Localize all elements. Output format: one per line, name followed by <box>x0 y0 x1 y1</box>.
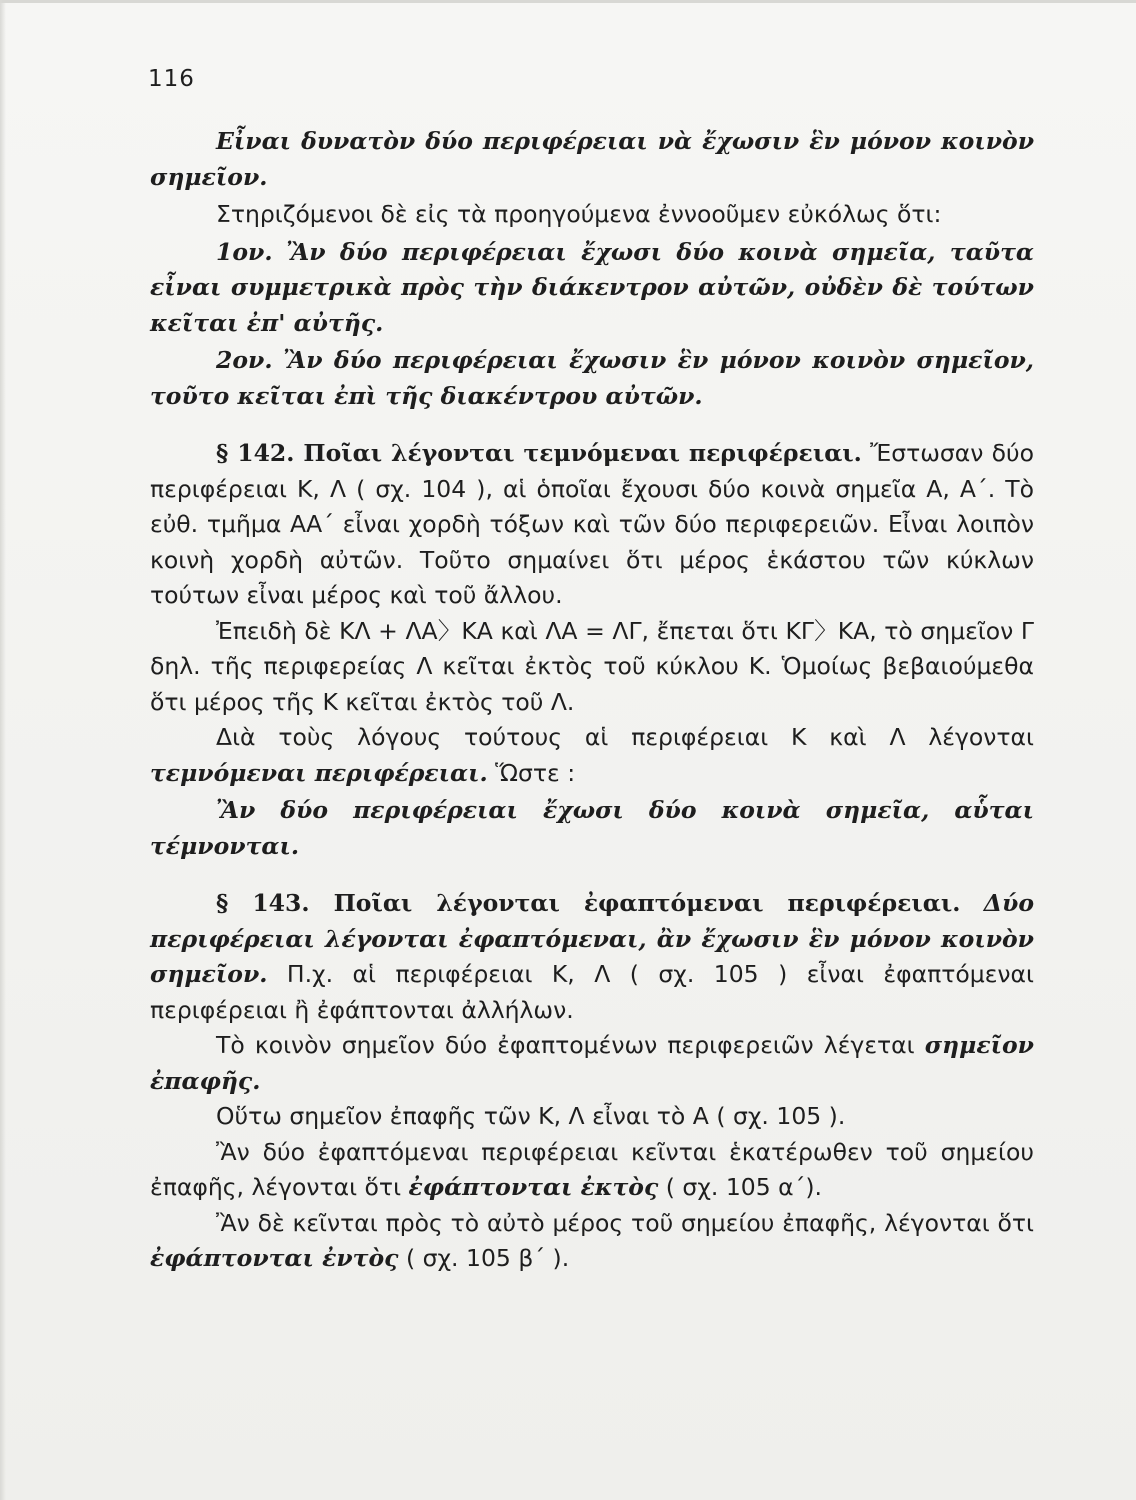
section-143-text: Π.χ. αἱ περιφέρειαι Κ, Λ ( σχ. 105 ) εἶναι ἐφαπτόμεναι περιφέρειαι ἢ ἐφάπτονται ἀλλήλων. <box>150 960 1034 1024</box>
term-tangent-externally: ἐφάπτονται ἐκτὸς <box>408 1173 659 1201</box>
section-142-text: Ἔστωσαν δύο περιφέρειαι Κ, Λ ( σχ. 104 ), αἱ ὁποῖαι ἔχουσι δύο κοινὰ σημεῖα Α, Α΄. Τὸ εὐθ. τμῆμα ΑΑ΄ εἶναι χορδὴ τόξων καὶ τῶν δύο περιφερειῶν. Εἶναι λοιπὸν κοινὴ χορδὴ αὐτῶν. Τοῦτο σημαίνει ὅτι μέρος ἑκάστου τῶν κύκλων τούτων εἶναι μέρος καὶ τοῦ ἄλλου. <box>150 439 1034 609</box>
section-143-example: Οὕτω σημεῖον ἐπαφῆς τῶν Κ, Λ εἶναι τὸ Α ( σχ. 105 ). <box>216 1102 846 1130</box>
intro-paragraph: Στηριζόμενοι δὲ εἰς τὰ προηγούμενα ἐννοοῦμεν εὐκόλως ὅτι: <box>216 200 942 228</box>
page-number: 116 <box>148 66 195 92</box>
term-point-of-contact: σημεῖον ἐπαφῆς. <box>150 1031 1034 1095</box>
section-142-inequality-paragraph: Ἐπειδὴ δὲ ΚΛ + ΛΑ〉ΚΑ καὶ ΛΑ = ΛΓ, ἔπεται ὅτι ΚΓ〉ΚΑ, τὸ σημεῖον Γ δηλ. τῆς περιφερείας Λ κεῖται ἐκτὸς τοῦ κύκλου Κ. Ὁμοίως βεβαιούμεθα ὅτι μέρος τῆς Κ κεῖται ἐκτὸς τοῦ Λ. <box>150 616 1034 716</box>
section-143-point-of-contact <box>150 1028 1034 1099</box>
section-143-internal-tangency <box>150 1206 1034 1277</box>
rule-two-text: Ἂν δύο περιφέρειαι ἔχωσιν ἓν μόνον κοινὸν σημεῖον, τοῦτο κεῖται ἐπὶ τῆς διακέντρου αὐτῶν. <box>150 346 1034 410</box>
term-tangent-internally: ἐφάπτονται ἐντὸς <box>150 1244 399 1272</box>
section-143-title: § 143. Ποῖαι λέγονται ἐφαπτόμεναι περιφέρειαι. <box>216 889 961 917</box>
section-143-definition: Δύο περιφέρειαι λέγονται ἐφαπτόμεναι, ἂν ἔχωσιν ἓν μόνον κοινὸν σημεῖον. <box>150 889 1034 988</box>
section-142-paragraph <box>150 436 1034 614</box>
external-tangency-text: Ἂν δύο ἐφαπτόμεναι περιφέρειαι κεῖνται ἑκατέρωθεν τοῦ σημείου ἐπαφῆς, λέγονται ὅτι <box>150 1137 1034 1201</box>
rule-one <box>150 235 1034 342</box>
rule-two-number: 2ον. <box>216 346 273 374</box>
section-143-point-text: Τὸ κοινὸν σημεῖον δύο ἐφαπτομένων περιφερειῶν λέγεται <box>216 1031 915 1059</box>
section-142-conclusion-text: Διὰ τοὺς λόγους τούτους αἱ περιφέρειαι Κ καὶ Λ λέγονται <box>216 723 1034 751</box>
rule-two <box>150 343 1034 414</box>
section-142-rule: Ἂν δύο περιφέρειαι ἔχωσι δύο κοινὰ σημεῖα, αὗται τέμνονται. <box>150 796 1034 860</box>
external-tangency-ref: ( σχ. 105 α΄). <box>665 1173 823 1201</box>
rule-one-text: Ἂν δύο περιφέρειαι ἔχωσι δύο κοινὰ σημεῖα, ταῦτα εἶναι συμμετρικὰ πρὸς τὴν διάκεντρον αὐτῶν, οὐδὲν δὲ τούτων κεῖται ἐπ' αὐτῆς. <box>150 237 1034 337</box>
internal-tangency-text: Ἂν δὲ κεῖνται πρὸς τὸ αὐτὸ μέρος τοῦ σημείου ἐπαφῆς, λέγονται ὅτι <box>216 1208 1034 1237</box>
rule-one-number: 1ον. <box>216 237 273 266</box>
section-142-conclusion <box>150 720 1034 791</box>
page-top-edge <box>0 0 1136 3</box>
statement-one-common-point: Εἶναι δυνατὸν δύο περιφέρειαι νὰ ἔχωσιν ἓν μόνον κοινὸν σημεῖον. <box>150 127 1034 191</box>
section-142-title: § 142. Ποῖαι λέγονται τεμνόμεναι περιφέρειαι. <box>216 439 862 467</box>
term-intersecting-circles: τεμνόμεναι περιφέρειαι. <box>150 758 488 787</box>
section-143-external-tangency <box>150 1135 1034 1206</box>
internal-tangency-ref: ( σχ. 105 β΄ ). <box>405 1244 570 1272</box>
section-143-paragraph <box>150 886 1034 1028</box>
page-body <box>150 124 1034 1277</box>
page-left-edge <box>0 0 6 1500</box>
section-142-so: Ὥστε : <box>495 758 576 787</box>
